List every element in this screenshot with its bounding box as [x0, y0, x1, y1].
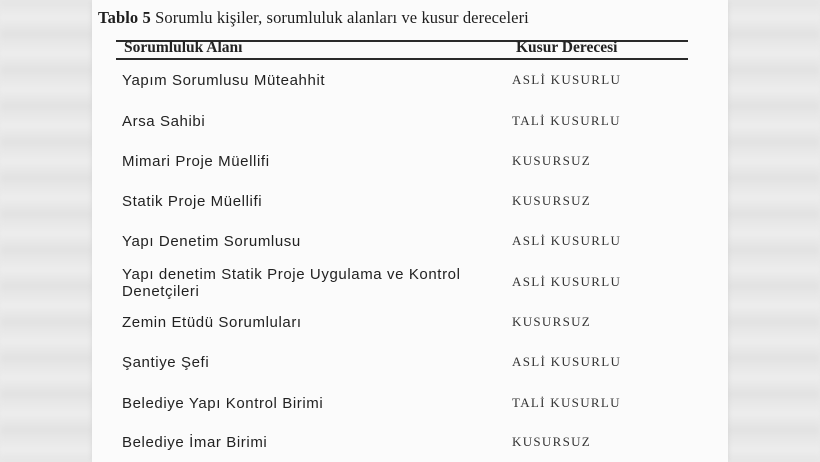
blurred-background-right: [728, 0, 820, 462]
table-caption: [98, 8, 529, 28]
row-area: Yapı Denetim Sorumlusu: [122, 233, 301, 250]
row-area: Zemin Etüdü Sorumluları: [122, 314, 302, 331]
row-degree: KUSURSUZ: [512, 434, 592, 449]
row-area: Yapı denetim Statik Proje Uygulama ve Kontrol Denetçileri: [122, 266, 461, 300]
row-degree: TALİ KUSURLU: [512, 395, 621, 410]
blurred-background-left: [0, 0, 92, 462]
row-area: Belediye İmar Birimi: [122, 434, 268, 451]
row-degree: ASLİ KUSURLU: [512, 274, 622, 289]
row-area: Mimari Proje Müellifi: [122, 153, 270, 170]
row-area: Yapım Sorumlusu Müteahhit: [122, 72, 326, 89]
row-degree: ASLİ KUSURLU: [512, 233, 622, 248]
header-bottom-rule: [116, 58, 688, 60]
header-fault-degree: Kusur Derecesi: [516, 39, 618, 56]
row-area: Şantiye Şefi: [122, 354, 210, 371]
row-degree: KUSURSUZ: [512, 314, 592, 329]
row-area: Statik Proje Müellifi: [122, 193, 263, 210]
row-degree: ASLİ KUSURLU: [512, 72, 622, 87]
row-degree: KUSURSUZ: [512, 153, 592, 168]
row-degree: TALİ KUSURLU: [512, 113, 621, 128]
caption-text: Sorumlu kişiler, sorumluluk alanları ve kusur dereceleri: [155, 8, 529, 27]
row-degree: ASLİ KUSURLU: [512, 354, 622, 369]
header-responsibility-area: Sorumluluk Alanı: [124, 39, 243, 56]
document-page: [92, 0, 728, 462]
row-degree: KUSURSUZ: [512, 193, 592, 208]
row-area: Belediye Yapı Kontrol Birimi: [122, 395, 324, 412]
row-area: Arsa Sahibi: [122, 113, 206, 130]
caption-label: Tablo 5: [98, 8, 151, 27]
